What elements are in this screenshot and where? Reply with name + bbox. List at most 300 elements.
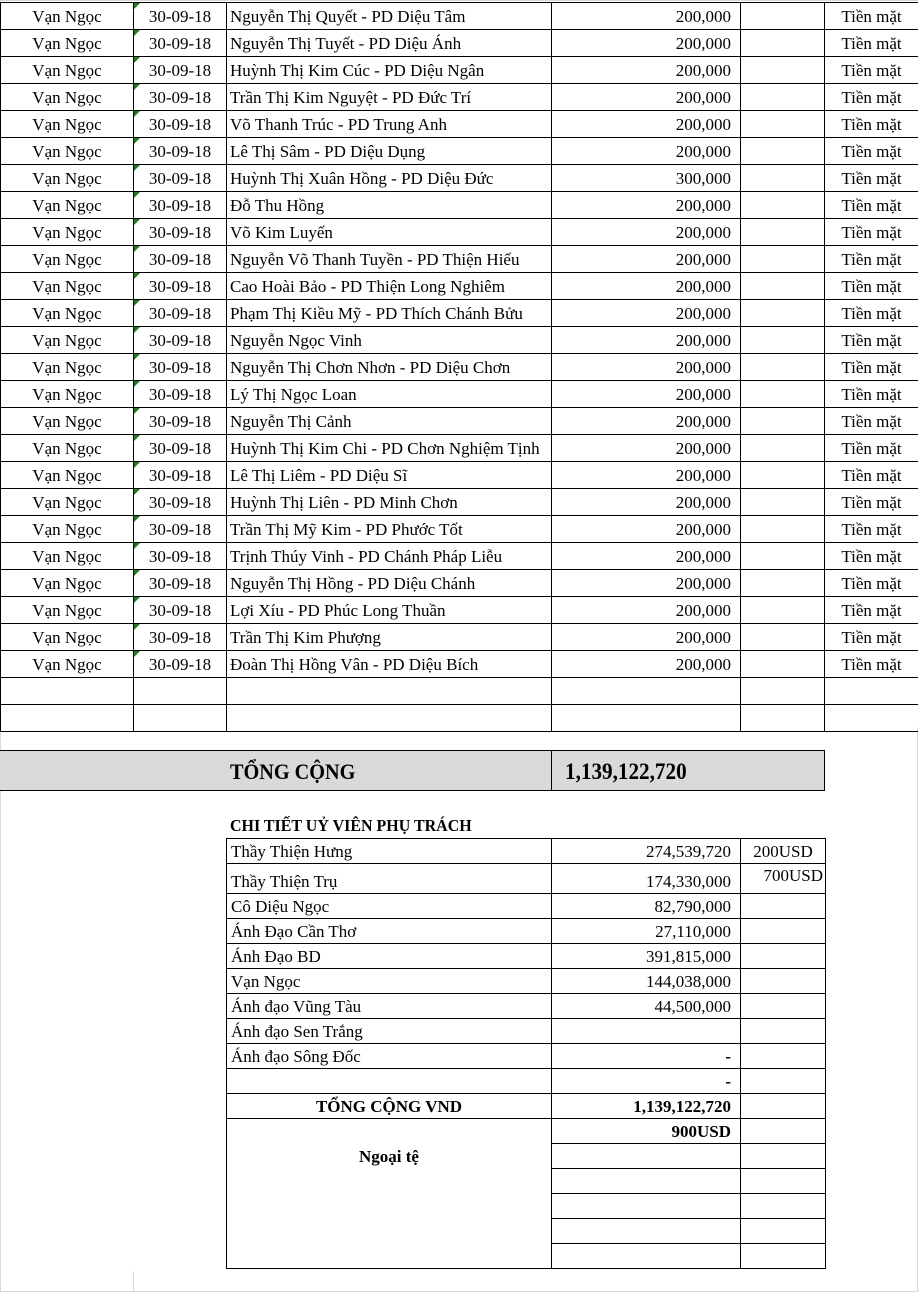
cell-date-text: 30-09-18 [148, 60, 212, 80]
cell-payment-method[interactable] [825, 354, 918, 381]
cell-person-text: Vạn Ngọc [32, 384, 102, 404]
cell-amount-text: 200,000 [675, 114, 731, 134]
cell-amount[interactable] [552, 30, 741, 57]
cell-date[interactable] [134, 489, 227, 516]
cell-extra[interactable] [741, 435, 825, 462]
cell-amount[interactable] [552, 111, 741, 138]
cell-description-text: Trần Thị Kim Phượng [230, 627, 381, 647]
foreign-currency-value[interactable]: 900USD [552, 1119, 741, 1144]
cell-date[interactable] [134, 84, 227, 111]
cell-date-text: 30-09-18 [148, 600, 212, 620]
cell-extra[interactable] [741, 111, 825, 138]
cell-description[interactable] [227, 246, 552, 273]
detail-table [226, 838, 826, 1269]
detail-name[interactable]: Ánh đạo Sen Trắng [227, 1019, 552, 1044]
error-indicator-icon [134, 246, 140, 252]
cell-description[interactable] [227, 300, 552, 327]
table-row [1, 435, 918, 462]
cell-amount[interactable] [552, 408, 741, 435]
error-indicator-icon [134, 354, 140, 360]
cell-amount-text: 300,000 [675, 168, 731, 188]
cell-amount-text: 200,000 [675, 654, 731, 674]
cell-person[interactable] [1, 705, 134, 732]
table-row [1, 462, 918, 489]
cell-person-text: Vạn Ngọc [32, 87, 102, 107]
cell-amount[interactable] [552, 57, 741, 84]
detail-vnd[interactable]: 82,790,000 [552, 894, 741, 919]
foreign-currency-extra[interactable] [741, 1194, 826, 1219]
cell-date-text: 30-09-18 [148, 249, 212, 269]
cell-payment-method[interactable] [825, 57, 918, 84]
detail-name[interactable]: Vạn Ngọc [227, 969, 552, 994]
cell-amount[interactable] [552, 678, 741, 705]
cell-extra[interactable] [741, 246, 825, 273]
detail-vnd[interactable] [552, 1019, 741, 1044]
foreign-currency-value[interactable] [552, 1194, 741, 1219]
cell-date[interactable] [134, 408, 227, 435]
detail-name[interactable]: Ánh Đạo Cần Thơ [227, 919, 552, 944]
cell-amount[interactable] [552, 219, 741, 246]
detail-name[interactable]: Cô Diệu Ngọc [227, 894, 552, 919]
cell-description[interactable] [227, 57, 552, 84]
cell-date[interactable] [134, 138, 227, 165]
error-indicator-icon [134, 192, 140, 198]
table-row [1, 381, 918, 408]
cell-extra[interactable] [741, 462, 825, 489]
cell-date-text: 30-09-18 [148, 276, 212, 296]
foreign-currency-label[interactable]: Ngoại tệ [227, 1119, 552, 1269]
cell-amount[interactable] [552, 192, 741, 219]
cell-date[interactable] [134, 300, 227, 327]
cell-date[interactable] [134, 570, 227, 597]
cell-description-text: Nguyễn Thị Hồng - PD Diệu Chánh [230, 573, 476, 593]
cell-amount[interactable] [552, 624, 741, 651]
cell-amount[interactable] [552, 354, 741, 381]
cell-person-text: Vạn Ngọc [32, 249, 102, 269]
cell-description-text: Nguyễn Thị Chơn Nhơn - PD Diệu Chơn [230, 357, 511, 377]
cell-date[interactable] [134, 435, 227, 462]
cell-amount[interactable] [552, 246, 741, 273]
cell-person[interactable] [1, 543, 134, 570]
cell-person-text: Vạn Ngọc [32, 168, 102, 188]
cell-date[interactable] [134, 678, 227, 705]
table-row [1, 111, 918, 138]
cell-person[interactable] [1, 381, 134, 408]
cell-date[interactable] [134, 273, 227, 300]
cell-amount-text: 200,000 [675, 546, 731, 566]
cell-description[interactable] [227, 462, 552, 489]
cell-description-text: Lê Thị Liêm - PD Diệu Sĩ [230, 465, 408, 485]
cell-extra[interactable] [741, 138, 825, 165]
cell-date[interactable] [134, 705, 227, 732]
table-row [1, 408, 918, 435]
table-row [1, 489, 918, 516]
cell-date[interactable] [134, 192, 227, 219]
cell-extra[interactable] [741, 57, 825, 84]
cell-extra[interactable] [741, 543, 825, 570]
cell-description-text: Đỗ Thu Hồng [230, 195, 325, 215]
table-row [1, 624, 918, 651]
cell-description-text: Võ Kim Luyến [230, 222, 333, 242]
cell-payment-method[interactable] [825, 570, 918, 597]
cell-amount[interactable] [552, 381, 741, 408]
foreign-currency-extra[interactable] [741, 1144, 826, 1169]
cell-person[interactable] [1, 435, 134, 462]
cell-payment-method[interactable] [825, 192, 918, 219]
cell-extra[interactable] [741, 3, 825, 30]
cell-amount-text: 200,000 [675, 222, 731, 242]
cell-date[interactable] [134, 462, 227, 489]
cell-person[interactable] [1, 219, 134, 246]
cell-person[interactable] [1, 246, 134, 273]
table-row [1, 246, 918, 273]
detail-total-value[interactable]: 1,139,122,720 [552, 1094, 741, 1119]
detail-name[interactable]: Thầy Thiện Trụ [227, 864, 552, 894]
cell-person[interactable] [1, 138, 134, 165]
transactions-table [0, 2, 918, 732]
cell-description[interactable] [227, 597, 552, 624]
cell-amount-text: 200,000 [675, 573, 731, 593]
cell-amount-text: 200,000 [675, 33, 731, 53]
cell-description[interactable] [227, 651, 552, 678]
detail-usd[interactable] [741, 994, 826, 1019]
cell-extra[interactable] [741, 408, 825, 435]
cell-description[interactable] [227, 408, 552, 435]
cell-description[interactable] [227, 192, 552, 219]
cell-person-text: Vạn Ngọc [32, 114, 102, 134]
detail-usd[interactable]: 200USD [741, 839, 826, 864]
cell-payment-method-text: Tiền mặt [841, 465, 902, 485]
cell-payment-method[interactable] [825, 84, 918, 111]
cell-person[interactable] [1, 327, 134, 354]
cell-date-text: 30-09-18 [148, 465, 212, 485]
cell-payment-method[interactable] [825, 111, 918, 138]
detail-usd[interactable] [741, 1044, 826, 1069]
cell-amount[interactable] [552, 84, 741, 111]
cell-payment-method[interactable] [825, 516, 918, 543]
cell-date[interactable] [134, 624, 227, 651]
cell-extra[interactable] [741, 30, 825, 57]
cell-description-text: Lý Thị Ngọc Loan [230, 384, 357, 404]
cell-extra[interactable] [741, 597, 825, 624]
cell-payment-method[interactable] [825, 165, 918, 192]
foreign-currency-row [227, 1119, 826, 1144]
cell-description[interactable] [227, 354, 552, 381]
cell-description[interactable] [227, 273, 552, 300]
cell-payment-method[interactable] [825, 138, 918, 165]
cell-amount[interactable] [552, 462, 741, 489]
cell-payment-method[interactable] [825, 435, 918, 462]
sheet-gridline-top [0, 0, 918, 1]
foreign-currency-extra[interactable] [741, 1119, 826, 1144]
cell-payment-method[interactable] [825, 678, 918, 705]
cell-payment-method-text: Tiền mặt [841, 546, 902, 566]
table-row [1, 3, 918, 30]
cell-amount-text: 200,000 [675, 195, 731, 215]
cell-person[interactable] [1, 489, 134, 516]
detail-usd[interactable] [741, 969, 826, 994]
transactions-body [1, 3, 918, 732]
grand-total-value[interactable]: 1,139,122,720 [565, 759, 687, 784]
cell-description[interactable] [227, 516, 552, 543]
cell-amount[interactable] [552, 327, 741, 354]
cell-person-text: Vạn Ngọc [32, 222, 102, 242]
cell-extra[interactable] [741, 300, 825, 327]
cell-description[interactable] [227, 138, 552, 165]
cell-description[interactable] [227, 570, 552, 597]
detail-vnd[interactable]: - [552, 1044, 741, 1069]
cell-date[interactable] [134, 165, 227, 192]
cell-payment-method[interactable] [825, 597, 918, 624]
foreign-currency-value[interactable] [552, 1244, 741, 1269]
cell-amount[interactable] [552, 543, 741, 570]
cell-person[interactable] [1, 408, 134, 435]
cell-description-text: Võ Thanh Trúc - PD Trung Anh [230, 114, 447, 134]
cell-person[interactable] [1, 84, 134, 111]
cell-person[interactable] [1, 651, 134, 678]
detail-usd[interactable] [741, 944, 826, 969]
error-indicator-icon [134, 165, 140, 171]
error-indicator-icon [134, 111, 140, 117]
cell-description-text: Nguyễn Thị Tuyết - PD Diệu Ánh [230, 33, 462, 53]
cell-description[interactable] [227, 3, 552, 30]
cell-description[interactable] [227, 435, 552, 462]
cell-extra[interactable] [741, 381, 825, 408]
table-row [1, 597, 918, 624]
cell-description[interactable] [227, 84, 552, 111]
table-row [1, 165, 918, 192]
foreign-currency-extra[interactable] [741, 1244, 826, 1269]
cell-amount[interactable] [552, 570, 741, 597]
cell-extra[interactable] [741, 705, 825, 732]
cell-person-text: Vạn Ngọc [32, 330, 102, 350]
cell-description[interactable] [227, 381, 552, 408]
cell-amount[interactable] [552, 516, 741, 543]
cell-date-text: 30-09-18 [148, 573, 212, 593]
cell-date[interactable] [134, 381, 227, 408]
cell-date-text: 30-09-18 [148, 141, 212, 161]
cell-extra[interactable] [741, 678, 825, 705]
cell-payment-method[interactable] [825, 219, 918, 246]
cell-description-text: Lợi Xíu - PD Phúc Long Thuần [230, 600, 446, 620]
cell-extra[interactable] [741, 354, 825, 381]
cell-person[interactable] [1, 570, 134, 597]
error-indicator-icon [134, 597, 140, 603]
cell-payment-method[interactable] [825, 651, 918, 678]
cell-payment-method[interactable] [825, 462, 918, 489]
detail-vnd[interactable]: - [552, 1069, 741, 1094]
detail-vnd[interactable]: 391,815,000 [552, 944, 741, 969]
cell-person[interactable] [1, 111, 134, 138]
detail-name[interactable] [227, 1069, 552, 1094]
cell-payment-method[interactable] [825, 327, 918, 354]
detail-name[interactable]: Ánh đạo Vũng Tàu [227, 994, 552, 1019]
detail-row [227, 969, 826, 994]
error-indicator-icon [134, 381, 140, 387]
cell-person-text: Vạn Ngọc [32, 303, 102, 323]
cell-person[interactable] [1, 678, 134, 705]
error-indicator-icon [134, 489, 140, 495]
cell-person[interactable] [1, 57, 134, 84]
cell-extra[interactable] [741, 651, 825, 678]
detail-vnd[interactable]: 174,330,000 [552, 864, 741, 894]
cell-amount-text: 200,000 [675, 519, 731, 539]
cell-payment-method-text: Tiền mặt [841, 276, 902, 296]
cell-amount[interactable] [552, 300, 741, 327]
detail-vnd[interactable]: 27,110,000 [552, 919, 741, 944]
cell-date-text: 30-09-18 [148, 6, 212, 26]
cell-date[interactable] [134, 57, 227, 84]
cell-payment-method-text: Tiền mặt [841, 33, 902, 53]
foreign-currency-extra[interactable] [741, 1219, 826, 1244]
cell-date-text: 30-09-18 [148, 195, 212, 215]
cell-description[interactable] [227, 165, 552, 192]
cell-amount[interactable] [552, 273, 741, 300]
cell-person[interactable] [1, 462, 134, 489]
cell-person[interactable] [1, 192, 134, 219]
cell-payment-method-text: Tiền mặt [841, 627, 902, 647]
cell-amount[interactable] [552, 705, 741, 732]
cell-amount[interactable] [552, 3, 741, 30]
cell-extra[interactable] [741, 570, 825, 597]
cell-payment-method[interactable] [825, 624, 918, 651]
cell-date[interactable] [134, 516, 227, 543]
cell-payment-method-text: Tiền mặt [841, 492, 902, 512]
detail-vnd[interactable]: 274,539,720 [552, 839, 741, 864]
cell-extra[interactable] [741, 489, 825, 516]
cell-person[interactable] [1, 354, 134, 381]
cell-description[interactable] [227, 678, 552, 705]
cell-person[interactable] [1, 30, 134, 57]
cell-person[interactable] [1, 624, 134, 651]
cell-person-text: Vạn Ngọc [32, 573, 102, 593]
cell-description[interactable] [227, 30, 552, 57]
cell-extra[interactable] [741, 192, 825, 219]
cell-amount[interactable] [552, 489, 741, 516]
cell-extra[interactable] [741, 165, 825, 192]
sheet-gridline-col-b [133, 1271, 134, 1292]
cell-date[interactable] [134, 219, 227, 246]
detail-usd[interactable] [741, 919, 826, 944]
detail-name[interactable]: Ánh Đạo BD [227, 944, 552, 969]
table-row [1, 678, 918, 705]
cell-payment-method[interactable] [825, 489, 918, 516]
cell-extra[interactable] [741, 516, 825, 543]
detail-usd[interactable]: 700USD [741, 864, 826, 894]
cell-date[interactable] [134, 597, 227, 624]
cell-person[interactable] [1, 597, 134, 624]
cell-date[interactable] [134, 327, 227, 354]
cell-payment-method[interactable] [825, 408, 918, 435]
cell-date[interactable] [134, 651, 227, 678]
cell-description[interactable] [227, 219, 552, 246]
foreign-currency-value[interactable] [552, 1169, 741, 1194]
error-indicator-icon [134, 408, 140, 414]
cell-person-text: Vạn Ngọc [32, 141, 102, 161]
cell-description[interactable] [227, 111, 552, 138]
cell-payment-method[interactable] [825, 381, 918, 408]
detail-total-label[interactable]: TỔNG CỘNG VND [227, 1094, 552, 1119]
table-row [1, 138, 918, 165]
cell-person-text: Vạn Ngọc [32, 492, 102, 512]
cell-amount-text: 200,000 [675, 141, 731, 161]
detail-heading: CHI TIẾT UỶ VIÊN PHỤ TRÁCH [230, 816, 472, 835]
cell-amount[interactable] [552, 165, 741, 192]
cell-date[interactable] [134, 111, 227, 138]
cell-date[interactable] [134, 543, 227, 570]
cell-person-text: Vạn Ngọc [32, 195, 102, 215]
cell-description[interactable] [227, 327, 552, 354]
cell-payment-method[interactable] [825, 705, 918, 732]
cell-extra[interactable] [741, 219, 825, 246]
detail-usd[interactable] [741, 1019, 826, 1044]
cell-amount-text: 200,000 [675, 60, 731, 80]
cell-extra[interactable] [741, 327, 825, 354]
cell-date[interactable] [134, 354, 227, 381]
cell-date[interactable] [134, 3, 227, 30]
cell-payment-method[interactable] [825, 543, 918, 570]
cell-amount[interactable] [552, 651, 741, 678]
cell-date-text: 30-09-18 [148, 114, 212, 134]
foreign-currency-extra[interactable] [741, 1169, 826, 1194]
cell-amount[interactable] [552, 597, 741, 624]
cell-payment-method[interactable] [825, 30, 918, 57]
cell-description-text: Phạm Thị Kiều Mỹ - PD Thích Chánh Bửu [230, 303, 523, 323]
foreign-currency-value[interactable] [552, 1219, 741, 1244]
cell-person[interactable] [1, 516, 134, 543]
detail-vnd[interactable]: 144,038,000 [552, 969, 741, 994]
cell-person[interactable] [1, 165, 134, 192]
table-row [1, 651, 918, 678]
detail-total-usd[interactable] [741, 1094, 826, 1119]
cell-amount[interactable] [552, 435, 741, 462]
cell-date-text: 30-09-18 [148, 303, 212, 323]
detail-usd[interactable] [741, 894, 826, 919]
cell-person-text: Vạn Ngọc [32, 546, 102, 566]
cell-extra[interactable] [741, 624, 825, 651]
detail-vnd[interactable]: 44,500,000 [552, 994, 741, 1019]
detail-usd[interactable] [741, 1069, 826, 1094]
detail-row [227, 1019, 826, 1044]
cell-amount[interactable] [552, 138, 741, 165]
cell-description[interactable] [227, 543, 552, 570]
cell-date-text: 30-09-18 [148, 654, 212, 674]
cell-description[interactable] [227, 624, 552, 651]
cell-description-text: Huỳnh Thị Liên - PD Minh Chơn [230, 492, 458, 512]
cell-payment-method[interactable] [825, 300, 918, 327]
foreign-currency-value[interactable] [552, 1144, 741, 1169]
detail-row [227, 894, 826, 919]
detail-row [227, 1044, 826, 1069]
cell-description[interactable] [227, 489, 552, 516]
detail-name[interactable]: Ánh đạo Sông Đốc [227, 1044, 552, 1069]
cell-extra[interactable] [741, 273, 825, 300]
cell-person[interactable] [1, 3, 134, 30]
cell-payment-method[interactable] [825, 3, 918, 30]
cell-amount-text: 200,000 [675, 384, 731, 404]
detail-name[interactable]: Thầy Thiện Hưng [227, 839, 552, 864]
cell-payment-method[interactable] [825, 273, 918, 300]
cell-person[interactable] [1, 273, 134, 300]
cell-person-text: Vạn Ngọc [32, 438, 102, 458]
cell-payment-method[interactable] [825, 246, 918, 273]
cell-description[interactable] [227, 705, 552, 732]
cell-person[interactable] [1, 300, 134, 327]
cell-date[interactable] [134, 246, 227, 273]
cell-date[interactable] [134, 30, 227, 57]
cell-extra[interactable] [741, 84, 825, 111]
cell-payment-method-text: Tiền mặt [841, 114, 902, 134]
